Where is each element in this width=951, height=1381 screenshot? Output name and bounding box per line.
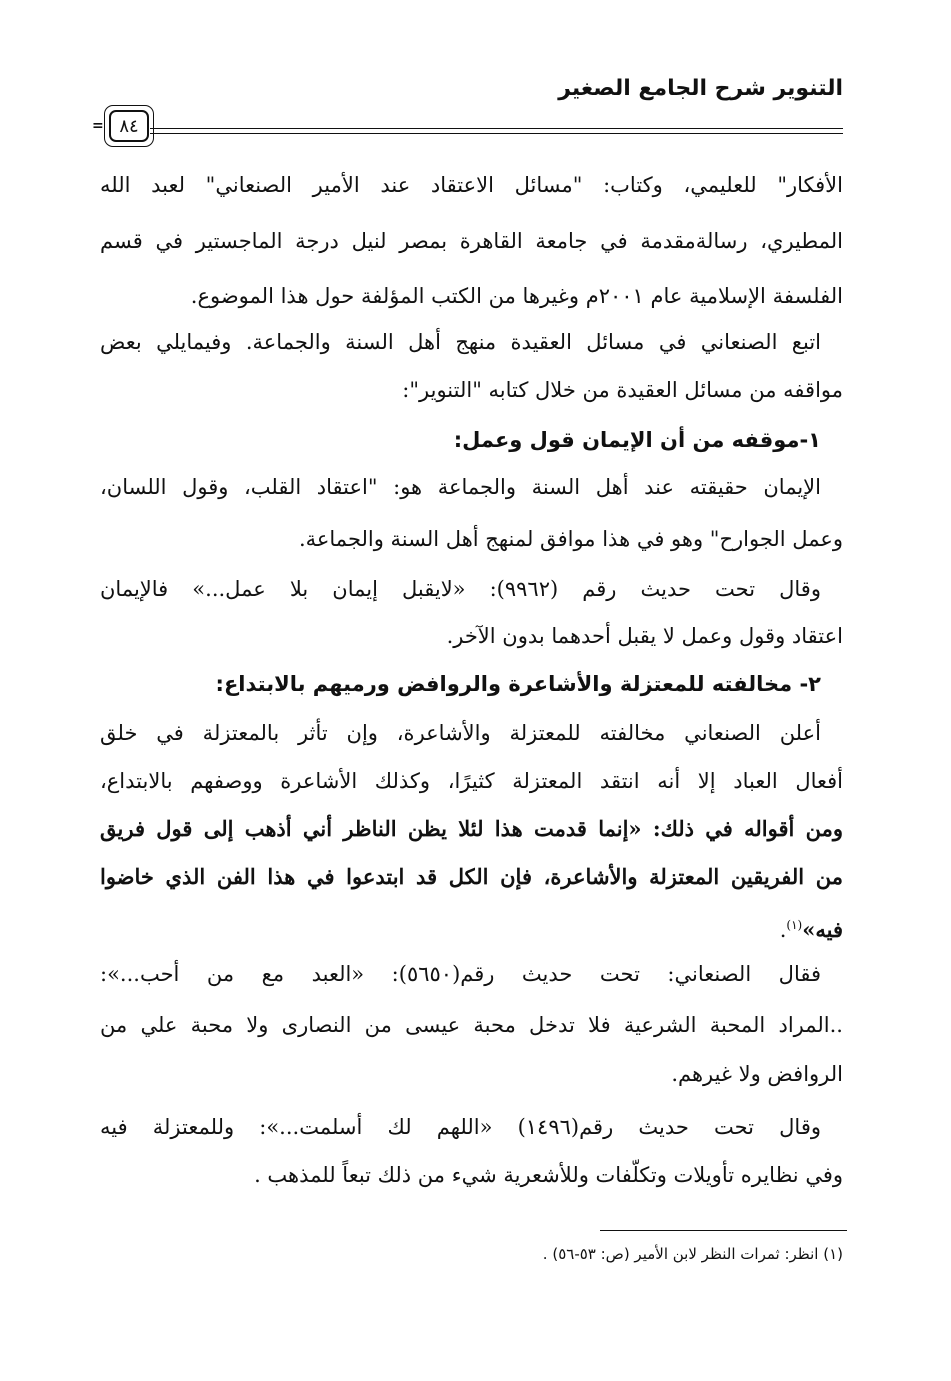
text-line: فقال الصنعاني: تحت حديث رقم(٥٦٥٠): «العبد مع من أحب...»: — [100, 962, 821, 986]
text-line: مواقفه من مسائل العقيدة من خلال كتابه "التنوير": — [402, 378, 843, 402]
text-line: أفعال العباد إلا أنه انتقد المعتزلة كثيرًا، وكذلك الأشاعرة ووصفهم بالابتداع، — [100, 769, 843, 793]
text-line: الأفكار" للعليمي، وكتاب: "مسائل الاعتقاد عند الأمير الصنعاني" لعبد الله — [100, 173, 843, 197]
header-rule-top — [150, 128, 843, 129]
text-line: وفي نظايره تأويلات وتكلّفات وللأشعرية شيء من ذلك تبعاً للمذهب . — [254, 1163, 843, 1187]
text-line: الفلسفة الإسلامية عام ٢٠٠١م وغيرها من الكتب المؤلفة حول هذا الموضوع. — [190, 284, 843, 308]
header-rule-bottom — [150, 133, 843, 134]
footnote-rule — [600, 1230, 847, 1231]
quote-line: ومن أقواله في ذلك: «إنما قدمت هذا لئلا يظن الناظر أني أذهب إلى قول فريق — [100, 816, 843, 841]
header-ornament: = — [92, 118, 104, 134]
footnote-ref-suffix: . — [779, 918, 787, 942]
text-line: اعتقاد وقول وعمل لا يقبل أحدهما بدون الآخر. — [446, 624, 843, 648]
text-line: ..المراد المحبة الشرعية فلا تدخل محبة عيسى من النصارى ولا محبة علي من — [100, 1013, 843, 1037]
quote-end-text: فيه» — [802, 917, 843, 942]
text-line: اتبع الصنعاني في مسائل العقيدة منهج أهل السنة والجماعة. وفيمايلي بعض — [100, 330, 821, 354]
quote-line: من الفريقين المعتزلة والأشاعرة، فإن الكل قد ابتدعوا في هذا الفن الذي خاضوا — [100, 864, 843, 889]
text-line: وقال تحت حديث رقم (٩٩٦٢): «لايقبل إيمان بلا عمل...» فالإيمان — [100, 577, 821, 601]
running-header-title: التنوير شرح الجامع الصغير — [558, 76, 843, 101]
text-line: أعلن الصنعاني مخالفته للمعتزلة والأشاعرة، وإن تأثر بالمعتزلة في خلق — [100, 721, 821, 745]
section-heading-1: ١-موقفه من أن الإيمان قول وعمل: — [453, 428, 821, 452]
footnote-ref[interactable]: (١) — [786, 918, 803, 932]
quote-line-end — [100, 908, 843, 942]
section-heading-2: ٢- مخالفته للمعتزلة والأشاعرة والروافض ورميهم بالابتداع: — [215, 672, 821, 696]
text-line: الإيمان حقيقته عند أهل السنة والجماعة هو: "اعتقاد القلب، وقول اللسان، — [100, 475, 821, 499]
footnote: (١) انظر: ثمرات النظر لابن الأمير (ص: ٥٣-٥٦) . — [542, 1245, 843, 1263]
text-line: وقال تحت حديث رقم(١٤٩٦) «اللهم لك أسلمت...»: وللمعتزلة فيه — [100, 1115, 821, 1139]
text-line: الروافض ولا غيرهم. — [671, 1062, 843, 1086]
text-line: وعمل الجوارح" وهو في هذا موافق لمنهج أهل السنة والجماعة. — [298, 527, 843, 551]
page-number: ٨٤ — [109, 110, 149, 142]
text-line: المطيري، رسالةمقدمة في جامعة القاهرة بمصر لنيل درجة الماجستير في قسم — [100, 229, 843, 253]
